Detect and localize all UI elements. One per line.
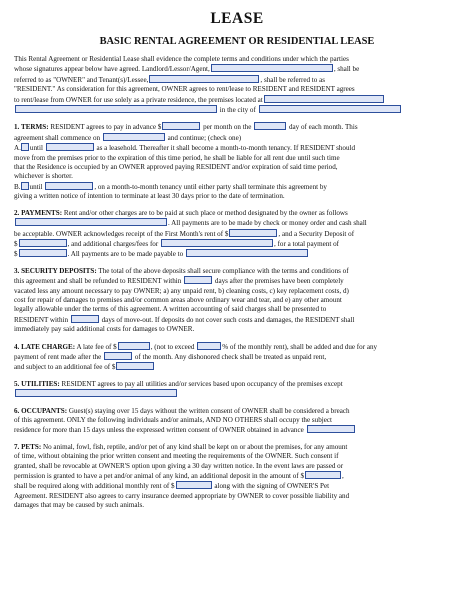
late-charge-text: and subject to an additional fee of $ [14, 363, 116, 372]
terms-text: day of each month. This [288, 123, 358, 132]
late-fee-field[interactable] [118, 342, 150, 350]
document-subtitle: BASIC RENTAL AGREEMENT OR RESIDENTIAL LEASE [99, 36, 375, 47]
late-charge-text: % of the monthly rent), shall be added and due for any [222, 342, 378, 351]
pets-text: permission is granted to have a pet and/or animal of any kind, an additional deposit in the amount of $ [14, 472, 304, 481]
security-text: The total of the above deposits shall secure compliance with the terms and conditions of [98, 266, 349, 275]
late-charge-section [14, 342, 460, 373]
security-text: days of move-out. If deposits do not cover such costs and damages, the RESIDENT shall [101, 315, 355, 324]
pets-text: damages that may be caused by such animals. [14, 501, 145, 510]
payments-text: . All payments are to be made by check or money order and cash shall [168, 219, 367, 228]
security-text: cost for repair of damages to premises and/or common areas above ordinary wear and tear, and e) any other amount [14, 295, 342, 304]
total-payment-field[interactable] [19, 249, 67, 257]
document-title: LEASE [210, 10, 264, 27]
utilities-heading: 5. UTILITIES: [14, 379, 60, 388]
security-text: legally allowable under the terms of this agreement. A written accounting of said charges shall be presented to [14, 305, 327, 314]
pets-text: Agreement. RESIDENT also agrees to carry insurance deemed appropriate by OWNER to cover possible liability and [14, 491, 350, 500]
security-text: vacated less any amount necessary to pay OWNER; a) any unpaid rent, b) cleaning costs, c) key replacement costs, d) [14, 286, 349, 295]
payments-text: $ [14, 250, 18, 259]
occupants-text: Guest(s) staying over 15 days without the written consent of OWNER shall be considered a breach [68, 406, 350, 415]
late-fee-percent-field[interactable] [197, 342, 221, 350]
security-deposits-section [14, 267, 460, 335]
payments-heading: 2. PAYMENTS: [14, 208, 63, 217]
late-charge-text: of the month. Any dishonored check shall be treated as unpaid rent, [134, 352, 327, 361]
terms-text: per month on the [203, 123, 252, 132]
payments-text: be acceptable. OWNER acknowledges receipt of the First Month's rent of $ [14, 229, 229, 238]
accounting-days-field[interactable] [71, 315, 99, 323]
rent-due-day-field[interactable] [254, 122, 286, 130]
payments-text: , for a total payment of [274, 239, 340, 248]
payable-to-field[interactable] [186, 249, 308, 257]
intro-line: referred to as "OWNER" and Tenant(s)/Lessee, [14, 75, 149, 84]
option-a-checkbox[interactable] [21, 143, 29, 151]
refund-days-field[interactable] [184, 276, 212, 284]
occupants-heading: 6. OCCUPANTS: [14, 406, 68, 415]
pets-text: of time, without obtaining the prior written consent and meeting the requirements of the OWNER. Such consent if [14, 452, 339, 461]
pet-deposit-field[interactable] [305, 471, 341, 479]
late-after-day-field[interactable] [104, 352, 132, 360]
pets-text: shall be required along with additional monthly rent of $ [14, 482, 175, 491]
payments-text: , and additional charges/fees for [67, 239, 159, 248]
terms-text: agreement shall commence on [14, 133, 101, 142]
occupants-list-field[interactable] [307, 425, 355, 433]
pets-text: granted, shall be revocable at OWNER'S option upon giving a 30 day written notice. In the event laws are passed or [14, 461, 344, 470]
terms-text: that the Residence is occupied by an OWNER approved paying RESIDENT and/or expiration of said time period, [14, 163, 338, 172]
terms-text: and continue; (check one) [167, 133, 242, 142]
pets-section [14, 443, 460, 511]
payments-text: . All payments are to be made payable to [67, 250, 184, 259]
payment-method-field[interactable] [15, 218, 167, 226]
intro-line: , shall be [333, 65, 360, 74]
terms-text: until [29, 144, 43, 153]
premises-address-field-2[interactable] [15, 105, 217, 113]
intro-line: to rent/lease from OWNER for use solely as a private residence, the premises located at [14, 95, 263, 104]
landlord-name-field[interactable] [211, 64, 333, 72]
terms-heading: 1. TERMS: [14, 123, 49, 132]
payments-text: , and a Security Deposit of [278, 229, 355, 238]
month-to-month-date-field[interactable] [45, 182, 93, 190]
terms-text: as a leasehold. Thereafter it shall become a month-to-month tenancy. If RESIDENT should [96, 144, 356, 153]
payments-text: $ [14, 239, 18, 248]
terms-section [14, 122, 460, 201]
pets-text: along with the signing of OWNER'S Pet [214, 482, 330, 491]
utilities-text: RESIDENT agrees to pay all utilities and/or services based upon occupancy of the premises except [61, 379, 343, 388]
intro-line: in the city of [219, 106, 256, 115]
occupants-text: residence for more than 15 days unless the expressed written consent of OWNER obtained in advance [14, 426, 304, 435]
terms-text: B. [14, 182, 21, 191]
intro-paragraph [14, 55, 460, 115]
commence-date-field[interactable] [103, 133, 165, 141]
tenant-name-field[interactable] [149, 75, 259, 83]
dishonored-check-fee-field[interactable] [116, 362, 154, 370]
pets-text: No animal, fowl, fish, reptile, and/or pet of any kind shall be kept on or about the premises, for any amount [42, 442, 348, 451]
security-text: this agreement and shall be refunded to RESIDENT within [14, 277, 182, 286]
late-charge-text: , (not to exceed [150, 342, 195, 351]
terms-text: giving a written notice of intention to terminate at least 30 days prior to the date of termination. [14, 192, 285, 201]
utilities-section [14, 380, 460, 400]
city-field[interactable] [259, 105, 401, 113]
terms-text: whichever is shorter. [14, 172, 73, 181]
lease-end-date-field[interactable] [46, 143, 94, 151]
terms-text: RESIDENT agrees to pay in advance $ [50, 123, 162, 132]
monthly-rent-field[interactable] [162, 122, 200, 130]
terms-text: , on a month-to-month tenancy until either party shall terminate this agreement by [94, 182, 327, 191]
late-charge-text: A late fee of $ [76, 342, 117, 351]
intro-line: whose signatures appear below have agreed. Landlord/Lessor/Agent, [14, 65, 210, 74]
terms-text: A. [14, 144, 21, 153]
occupants-text: of this agreement. ONLY the following individuals and/or animals, AND NO OTHERS shall occupy the subject [14, 416, 332, 424]
security-text: days after the premises have been completely [214, 277, 344, 286]
premises-address-field[interactable] [264, 95, 384, 103]
utilities-exceptions-field[interactable] [15, 389, 177, 397]
security-heading: 3. SECURITY DEPOSITS: [14, 266, 97, 275]
late-charge-heading: 4. LATE CHARGE: [14, 342, 76, 351]
security-text: immediately pay said additional costs for damages to OWNER. [14, 325, 195, 334]
intro-line: "RESIDENT." As consideration for this agreement, OWNER agrees to rent/lease to RESIDENT and RESIDENT agrees [14, 85, 355, 94]
additional-charges-field[interactable] [161, 239, 273, 247]
security-text: RESIDENT within [14, 315, 69, 324]
pet-monthly-rent-field[interactable] [176, 481, 212, 489]
occupants-section [14, 407, 460, 436]
intro-line: This Rental Agreement or Residential Lease shall evidence the complete terms and conditions under which the parties [14, 55, 349, 63]
intro-line: , shall be referred to as [260, 75, 325, 84]
first-month-rent-field[interactable] [229, 229, 277, 237]
terms-text: until [29, 182, 43, 191]
terms-text: move from the premises prior to the expiration of this time period, he shall be liable for all rent due until such time [14, 153, 340, 162]
security-deposit-field[interactable] [19, 239, 67, 247]
pets-heading: 7. PETS: [14, 442, 42, 451]
late-charge-text: payment of rent made after the [14, 352, 102, 361]
payments-text: Rent and/or other charges are to be paid at such place or method designated by the owner as follows [63, 208, 348, 217]
option-b-checkbox[interactable] [21, 182, 29, 190]
pets-text: , [342, 472, 344, 481]
payments-section [14, 209, 460, 260]
